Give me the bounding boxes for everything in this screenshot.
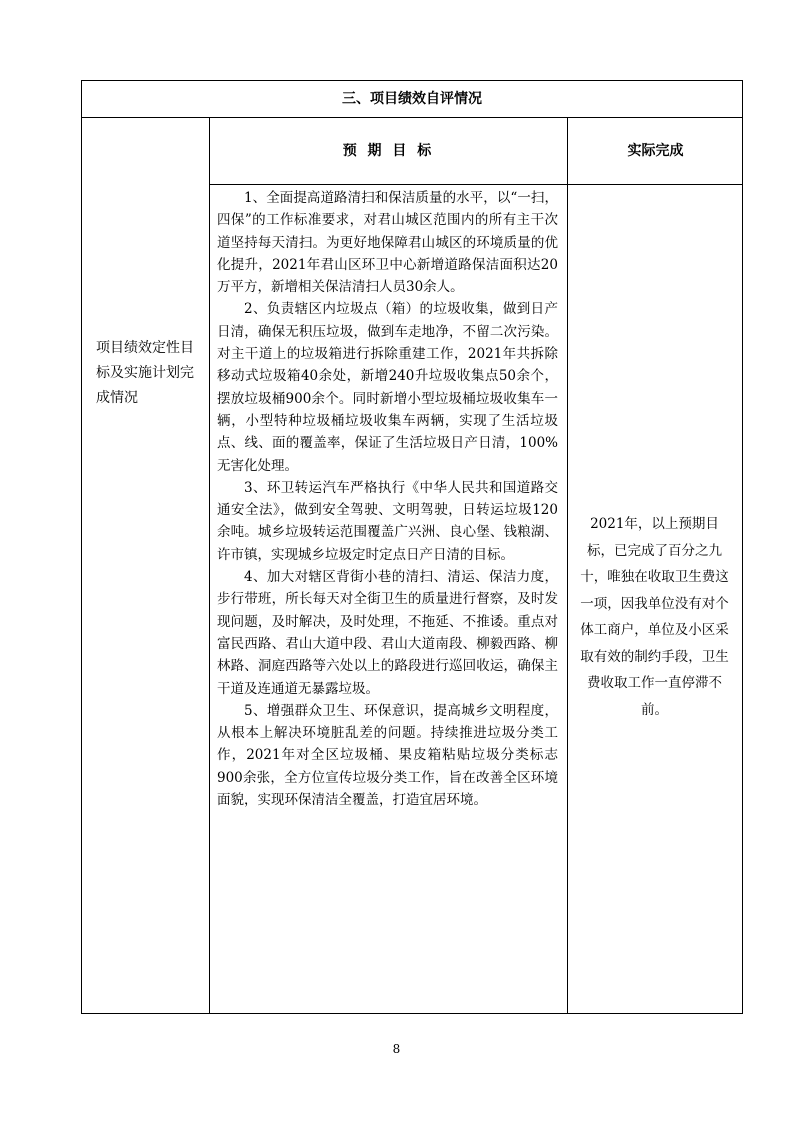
planned-targets bbox=[210, 187, 567, 811]
page-number: 8 bbox=[392, 1042, 401, 1056]
column-header-actual: 实际完成 bbox=[627, 143, 684, 159]
column-header-plan: 预 期 目 标 bbox=[342, 143, 435, 159]
target-item: 5、增强群众卫生、环保意识，提高城乡文明程度，从根本上解决环境脏乱差的问题。持续推进垃圾分类工作，2021年对全区垃圾桶、果皮箱粘贴垃圾分类标志900余张，全方位宣传垃圾分类工作，旨在改善全区环境面貌，实现环保清洁全覆盖，打造宜居环境。 bbox=[217, 702, 558, 809]
target-item: 2、负责辖区内垃圾点（箱）的垃圾收集，做到日产日清，确保无积压垃圾，做到车走地净，不留二次污染。对主干道上的垃圾箱进行拆除重建工作，2021年共拆除移动式垃圾箱40余处，新增240升垃圾收集点50余个，摆放垃圾桶900余个。同时新增小型垃圾桶垃圾收集车一辆，小型特种垃圾桶垃圾收集车两辆，实现了生活垃圾点、线、面的覆盖率，保证了生活垃圾日产日清，100%无害化处理。 bbox=[217, 301, 558, 474]
section-title: 三、项目绩效自评情况 bbox=[342, 91, 482, 107]
performance-table bbox=[81, 80, 743, 1014]
actual-completion-text: 2021年，以上预期目标，已完成了百分之九十，唯独在收取卫生费这一项，因我单位没有对个体工商户，单位及小区采取有效的制约手段，卫生费收取工作一直停滞不前。 bbox=[580, 516, 729, 718]
target-item: 3、环卫转运汽车严格执行《中华人民共和国道路交通安全法》，做到安全驾驶、文明驾驶，日转运垃圾120余吨。城乡垃圾转运范围覆盖广兴洲、良心堡、钱粮湖、许市镇，实现城乡垃圾定时定点日产日清的目标。 bbox=[217, 479, 558, 563]
target-item: 4、加大对辖区背街小巷的清扫、清运、保洁力度，步行带班，所长每天对全街卫生的质量进行督察，及时发现问题，及时解决，及时处理，不拖延、不推诿。重点对富民西路、君山大道中段、君山大道南段、柳毅西路、柳林路、洞庭西路等六处以上的路段进行巡回收运，确保主干道及连通道无暴露垃圾。 bbox=[217, 569, 558, 697]
target-item: 1、全面提高道路清扫和保洁质量的水平，以“一扫，四保”的工作标准要求，对君山城区范围内的所有主干次道坚持每天清扫。为更好地保障君山城区的环境质量的优化提升，2021年君山区环卫中心新增道路保洁面积达20万平方，新增相关保洁清扫人员30余人。 bbox=[217, 190, 558, 296]
row-label: 项目绩效定性目标及实施计划完成情况 bbox=[96, 340, 194, 406]
